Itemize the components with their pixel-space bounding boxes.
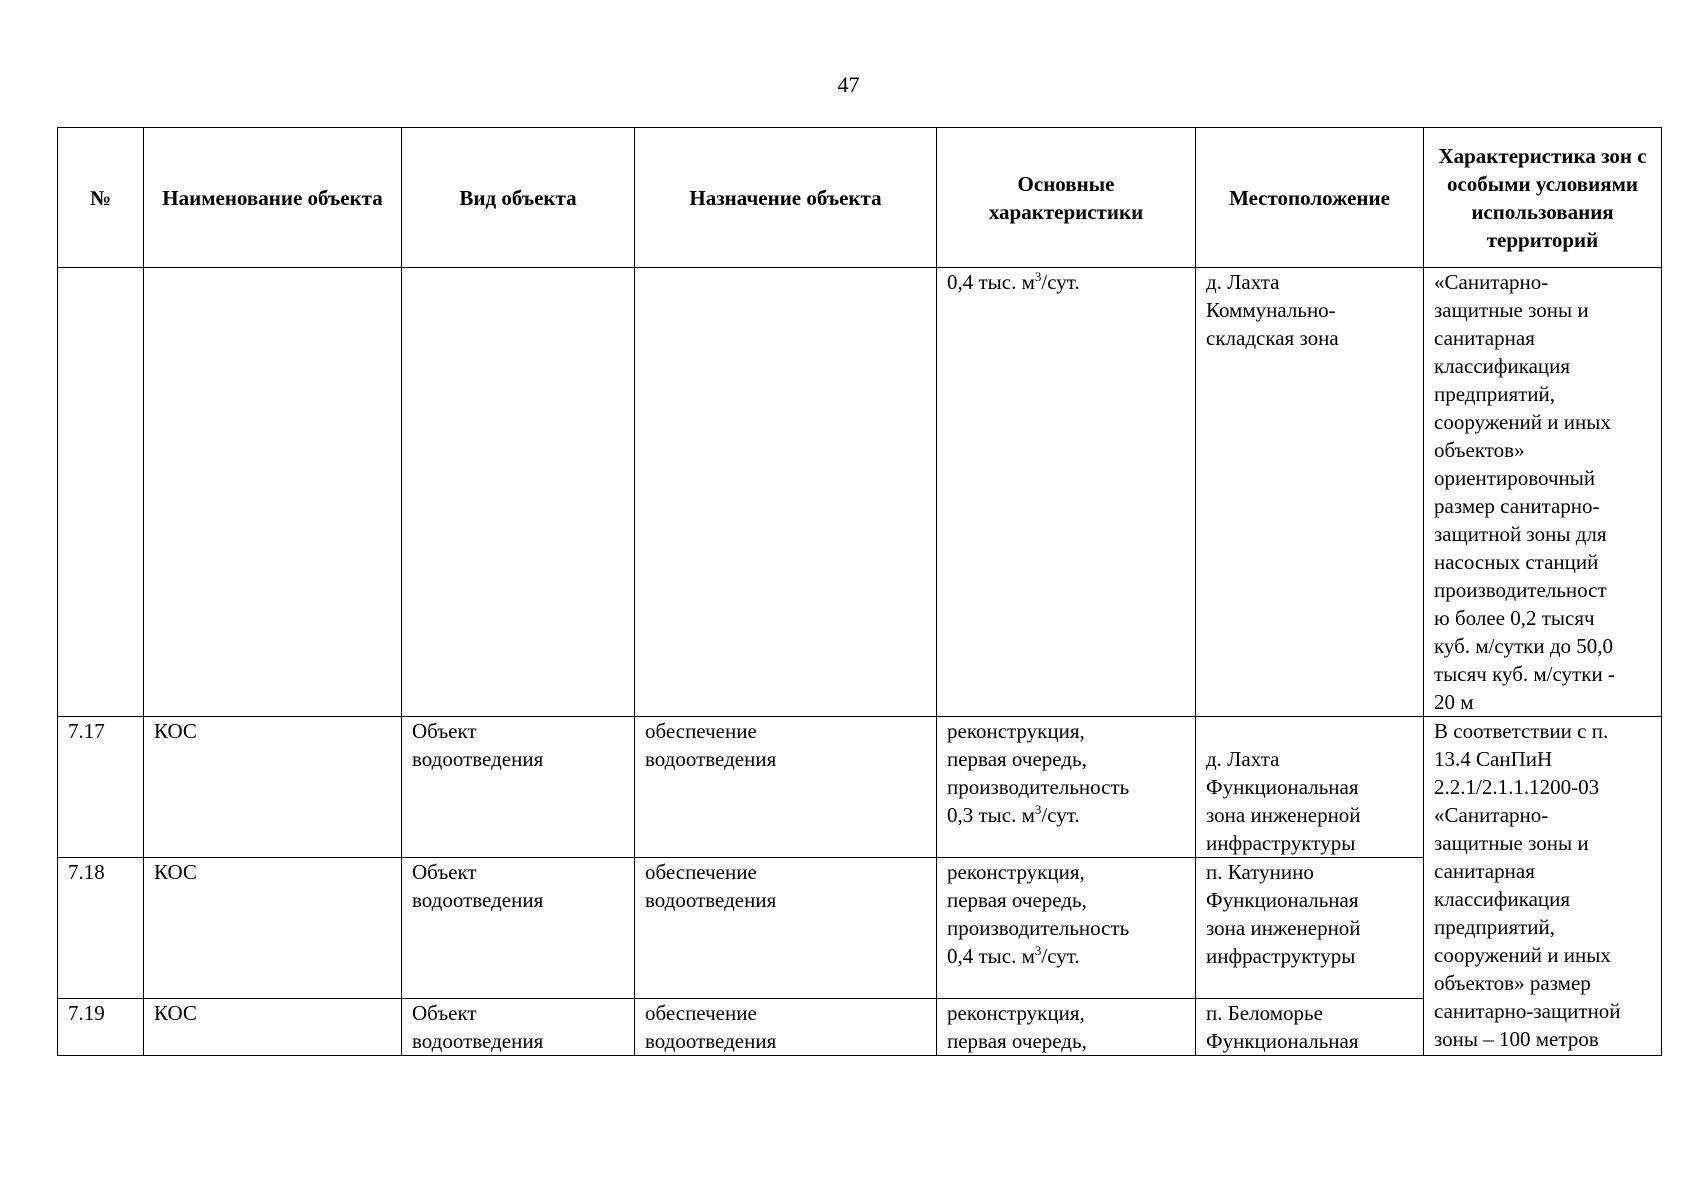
- char-tail: /сут.: [1041, 944, 1080, 968]
- cell-purpose: обеспечение водоотведения: [635, 999, 937, 1056]
- table-row: [58, 717, 1662, 858]
- cell-characteristics: [937, 268, 1196, 717]
- cell-location: п. Беломорье Функциональная: [1196, 999, 1424, 1056]
- cell-type: [402, 268, 635, 717]
- char-sup: 3: [1034, 943, 1042, 958]
- objects-table: [57, 127, 1662, 1056]
- cell-purpose: обеспечение водоотведения: [635, 858, 937, 999]
- cell-name: [144, 268, 402, 717]
- header-type: Вид объекта: [402, 128, 635, 268]
- table-row: [58, 999, 1662, 1056]
- table-row: [58, 268, 1662, 717]
- char-sup: 3: [1034, 802, 1042, 817]
- header-num: №: [58, 128, 144, 268]
- cell-num: [58, 268, 144, 717]
- char-main: реконструкция, первая очередь, производительность 0,4 тыс. м: [947, 860, 1130, 968]
- cell-characteristics: [937, 717, 1196, 858]
- char-main: 0,4 тыс. м: [947, 270, 1035, 294]
- cell-purpose: [635, 268, 937, 717]
- cell-location: д. Лахта Функциональная зона инженерной инфраструктуры: [1196, 717, 1424, 858]
- header-name: Наименование объекта: [144, 128, 402, 268]
- table-row: [58, 858, 1662, 999]
- char-tail: /сут.: [1041, 270, 1080, 294]
- cell-characteristics: реконструкция, первая очередь,: [937, 999, 1196, 1056]
- cell-type: Объект водоотведения: [402, 999, 635, 1056]
- cell-location: д. Лахта Коммунально- складская зона: [1196, 268, 1424, 717]
- char-tail: /сут.: [1041, 803, 1080, 827]
- cell-location: п. Катунино Функциональная зона инженерной инфраструктуры: [1196, 858, 1424, 999]
- cell-name: КОС: [144, 858, 402, 999]
- page-number: 47: [837, 72, 860, 97]
- cell-zones-merged: В соответствии с п. 13.4 СанПиН 2.2.1/2.1.1.1200-03 «Санитарно- защитные зоны и санитарная классификация предприятий, сооружений и иных объектов» размер санитарно-защитной зоны – 100 метров: [1424, 717, 1662, 1056]
- cell-characteristics: [937, 858, 1196, 999]
- cell-num: 7.17: [58, 717, 144, 858]
- cell-type: Объект водоотведения: [402, 858, 635, 999]
- cell-num: 7.19: [58, 999, 144, 1056]
- table-header-row: [58, 128, 1662, 268]
- cell-num: 7.18: [58, 858, 144, 999]
- cell-name: КОС: [144, 999, 402, 1056]
- header-characteristics: Основные характеристики: [937, 128, 1196, 268]
- header-purpose: Назначение объекта: [635, 128, 937, 268]
- cell-type: Объект водоотведения: [402, 717, 635, 858]
- cell-purpose: обеспечение водоотведения: [635, 717, 937, 858]
- header-zones: Характеристика зон с особыми условиями использования территорий: [1424, 128, 1662, 268]
- char-main: реконструкция, первая очередь, производительность 0,3 тыс. м: [947, 719, 1130, 827]
- cell-zones: «Санитарно- защитные зоны и санитарная классификация предприятий, сооружений и иных объектов» ориентировочный размер санитарно- защитной зоны для насосных станций производительност ю более 0,2 тысяч куб. м/сутки до 50,0 тысяч куб. м/сутки - 20 м: [1424, 268, 1662, 717]
- header-location: Местоположение: [1196, 128, 1424, 268]
- char-sup: 3: [1034, 269, 1042, 284]
- cell-name: КОС: [144, 717, 402, 858]
